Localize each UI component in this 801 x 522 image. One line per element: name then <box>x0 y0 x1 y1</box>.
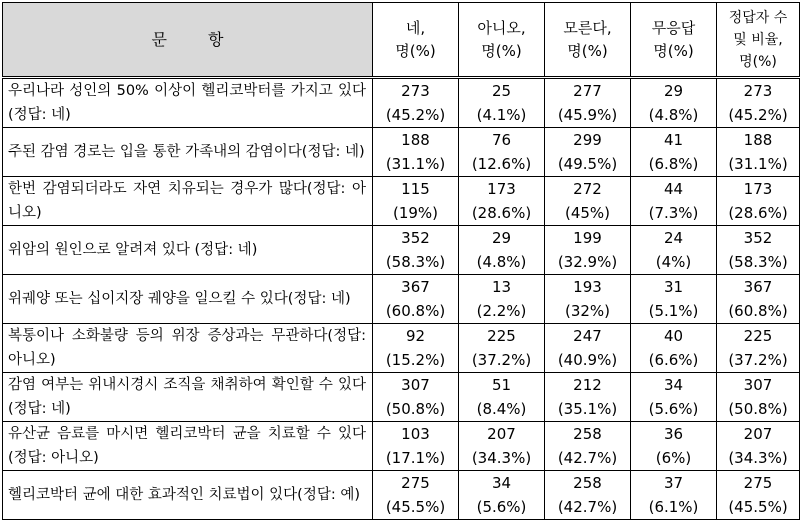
correct-cell <box>717 275 800 324</box>
question-cell: 감염 여부는 위내시경시 조직을 채취하여 확인할 수 있다(정답: 네) <box>3 373 373 422</box>
correct-percent: (60.8%) <box>728 302 788 320</box>
correct-percent: (45.2%) <box>728 106 788 124</box>
yes-cell <box>373 275 459 324</box>
yes-cell <box>373 78 459 128</box>
header-dont-know-line2: 명(%) <box>567 41 608 60</box>
header-no-line1: 아니오, <box>477 18 526 37</box>
no-cell <box>459 177 545 226</box>
header-correct-line3: 명(%) <box>739 53 777 70</box>
no-answer-count: 24 <box>663 229 684 247</box>
table-row <box>3 373 800 422</box>
no-answer-cell <box>631 373 717 422</box>
header-no-answer <box>631 3 717 78</box>
correct-cell <box>717 78 800 128</box>
dont-know-cell <box>545 78 631 128</box>
no-answer-cell <box>631 422 717 471</box>
table-row <box>3 128 800 177</box>
header-yes-line2: 명(%) <box>395 41 436 60</box>
no-answer-percent: (5.6%) <box>648 400 699 418</box>
yes-percent: (45.2%) <box>385 106 446 124</box>
dont-know-percent: (32%) <box>564 302 611 320</box>
no-answer-count: 36 <box>663 425 684 443</box>
correct-cell <box>717 324 800 373</box>
no-cell <box>459 275 545 324</box>
no-answer-percent: (6.8%) <box>648 155 699 173</box>
dont-know-percent: (32.9%) <box>557 253 618 271</box>
yes-cell <box>373 226 459 275</box>
correct-cell <box>717 226 800 275</box>
no-count: 225 <box>487 327 516 345</box>
question-cell: 우리나라 성인의 50% 이상이 헬리코박터를 가지고 있다(정답: 네) <box>3 78 373 128</box>
correct-percent: (31.1%) <box>728 155 788 173</box>
no-answer-percent: (4.8%) <box>648 106 699 124</box>
no-answer-count: 40 <box>663 327 684 345</box>
no-count: 207 <box>487 425 516 443</box>
header-no-answer-line2: 명(%) <box>653 41 694 60</box>
no-answer-cell <box>631 78 717 128</box>
header-dont-know-line1: 모른다, <box>563 18 612 37</box>
correct-percent: (50.8%) <box>728 400 788 418</box>
header-no-answer-line1: 무응답 <box>651 18 696 37</box>
no-answer-percent: (7.3%) <box>648 204 699 222</box>
no-answer-count: 41 <box>663 131 684 149</box>
dont-know-count: 247 <box>573 327 602 345</box>
no-percent: (12.6%) <box>471 155 532 173</box>
no-answer-cell <box>631 177 717 226</box>
dont-know-count: 199 <box>573 229 602 247</box>
no-answer-count: 44 <box>663 180 684 198</box>
correct-count: 207 <box>743 425 773 443</box>
no-cell <box>459 128 545 177</box>
no-answer-count: 29 <box>663 82 684 100</box>
no-answer-percent: (4%) <box>655 253 692 271</box>
no-answer-percent: (5.1%) <box>648 302 699 320</box>
no-answer-percent: (6.6%) <box>648 351 699 369</box>
yes-cell <box>373 422 459 471</box>
correct-count: 352 <box>743 229 773 247</box>
table-row <box>3 78 800 128</box>
correct-cell <box>717 128 800 177</box>
header-question: 문 항 <box>3 3 373 78</box>
header-no-line2: 명(%) <box>481 41 522 60</box>
question-cell: 유산균 음료를 마시면 헬리코박터 균을 치료할 수 있다(정답: 아니오) <box>3 422 373 471</box>
question-cell: 복통이나 소화불량 등의 위장 증상과는 무관하다(정답: 아니오) <box>3 324 373 373</box>
no-percent: (4.1%) <box>476 106 527 124</box>
header-dont-know <box>545 3 631 78</box>
dont-know-count: 258 <box>573 474 602 492</box>
dont-know-cell <box>545 422 631 471</box>
dont-know-percent: (42.7%) <box>557 449 618 467</box>
dont-know-cell <box>545 128 631 177</box>
yes-count: 188 <box>401 131 430 149</box>
yes-count: 307 <box>401 376 430 394</box>
dont-know-count: 212 <box>573 376 602 394</box>
correct-count: 173 <box>743 180 773 198</box>
no-cell <box>459 471 545 520</box>
dont-know-cell <box>545 324 631 373</box>
yes-cell <box>373 128 459 177</box>
dont-know-cell <box>545 226 631 275</box>
header-yes <box>373 3 459 78</box>
table-row <box>3 275 800 324</box>
dont-know-cell <box>545 373 631 422</box>
no-count: 51 <box>491 376 512 394</box>
correct-cell <box>717 373 800 422</box>
yes-cell <box>373 177 459 226</box>
yes-percent: (31.1%) <box>385 155 446 173</box>
header-no <box>459 3 545 78</box>
correct-cell <box>717 422 800 471</box>
yes-count: 367 <box>401 278 430 296</box>
no-percent: (5.6%) <box>476 498 527 516</box>
correct-cell <box>717 471 800 520</box>
correct-percent: (58.3%) <box>728 253 788 271</box>
correct-percent: (34.3%) <box>728 449 788 467</box>
no-answer-cell <box>631 324 717 373</box>
yes-percent: (58.3%) <box>385 253 446 271</box>
yes-percent: (50.8%) <box>385 400 446 418</box>
correct-count: 188 <box>743 131 773 149</box>
no-answer-percent: (6%) <box>655 449 692 467</box>
no-percent: (37.2%) <box>471 351 532 369</box>
no-answer-count: 34 <box>663 376 684 394</box>
yes-percent: (19%) <box>392 204 439 222</box>
correct-percent: (37.2%) <box>728 351 788 369</box>
yes-cell <box>373 373 459 422</box>
dont-know-percent: (42.7%) <box>557 498 618 516</box>
header-yes-line1: 네, <box>405 18 426 37</box>
dont-know-cell <box>545 275 631 324</box>
correct-cell <box>717 177 800 226</box>
dont-know-percent: (49.5%) <box>557 155 618 173</box>
correct-percent: (28.6%) <box>728 204 788 222</box>
table-row <box>3 324 800 373</box>
dont-know-percent: (45%) <box>564 204 611 222</box>
no-count: 13 <box>491 278 512 296</box>
correct-percent: (45.5%) <box>728 498 788 516</box>
no-cell <box>459 324 545 373</box>
no-answer-cell <box>631 128 717 177</box>
question-cell: 위암의 원인으로 알려져 있다 (정답: 네) <box>3 226 373 275</box>
yes-cell <box>373 324 459 373</box>
no-count: 25 <box>491 82 512 100</box>
dont-know-count: 258 <box>573 425 602 443</box>
question-cell: 주된 감염 경로는 입을 통한 가족내의 감염이다(정답: 네) <box>3 128 373 177</box>
yes-count: 92 <box>405 327 426 345</box>
correct-count: 275 <box>743 474 773 492</box>
question-cell: 위궤양 또는 십이지장 궤양을 일으킬 수 있다(정답: 네) <box>3 275 373 324</box>
yes-count: 352 <box>401 229 430 247</box>
yes-count: 115 <box>401 180 430 198</box>
table-row <box>3 471 800 520</box>
dont-know-count: 299 <box>573 131 602 149</box>
survey-table <box>2 2 800 520</box>
correct-count: 307 <box>743 376 773 394</box>
table-row <box>3 422 800 471</box>
no-percent: (34.3%) <box>471 449 532 467</box>
no-cell <box>459 422 545 471</box>
header-correct <box>717 3 800 78</box>
no-count: 29 <box>491 229 512 247</box>
yes-cell <box>373 471 459 520</box>
dont-know-percent: (45.9%) <box>557 106 618 124</box>
correct-count: 225 <box>743 327 773 345</box>
header-correct-line2: 및 비율, <box>733 31 783 48</box>
dont-know-cell <box>545 471 631 520</box>
yes-count: 273 <box>401 82 430 100</box>
no-percent: (8.4%) <box>476 400 527 418</box>
dont-know-percent: (35.1%) <box>557 400 618 418</box>
no-count: 173 <box>487 180 516 198</box>
table-row <box>3 226 800 275</box>
no-answer-count: 37 <box>663 474 684 492</box>
dont-know-cell <box>545 177 631 226</box>
no-answer-cell <box>631 471 717 520</box>
no-answer-cell <box>631 275 717 324</box>
yes-percent: (45.5%) <box>385 498 446 516</box>
no-cell <box>459 78 545 128</box>
header-row <box>3 3 800 78</box>
yes-count: 275 <box>401 474 430 492</box>
no-cell <box>459 373 545 422</box>
table-row <box>3 177 800 226</box>
correct-count: 367 <box>743 278 773 296</box>
dont-know-percent: (40.9%) <box>557 351 618 369</box>
question-cell: 한번 감염되더라도 자연 치유되는 경우가 많다(정답: 아니오) <box>3 177 373 226</box>
dont-know-count: 272 <box>573 180 602 198</box>
no-answer-percent: (6.1%) <box>648 498 699 516</box>
no-count: 34 <box>491 474 512 492</box>
header-correct-line1: 정답자 수 <box>728 9 788 26</box>
dont-know-count: 277 <box>573 82 602 100</box>
no-cell <box>459 226 545 275</box>
no-percent: (4.8%) <box>476 253 527 271</box>
dont-know-count: 193 <box>573 278 602 296</box>
yes-percent: (15.2%) <box>385 351 446 369</box>
no-percent: (28.6%) <box>471 204 532 222</box>
yes-percent: (60.8%) <box>385 302 446 320</box>
correct-count: 273 <box>743 82 773 100</box>
question-cell: 헬리코박터 균에 대한 효과적인 치료법이 있다(정답: 예) <box>3 471 373 520</box>
no-answer-count: 31 <box>663 278 684 296</box>
no-answer-cell <box>631 226 717 275</box>
yes-count: 103 <box>401 425 430 443</box>
no-percent: (2.2%) <box>476 302 527 320</box>
yes-percent: (17.1%) <box>385 449 446 467</box>
no-count: 76 <box>491 131 512 149</box>
